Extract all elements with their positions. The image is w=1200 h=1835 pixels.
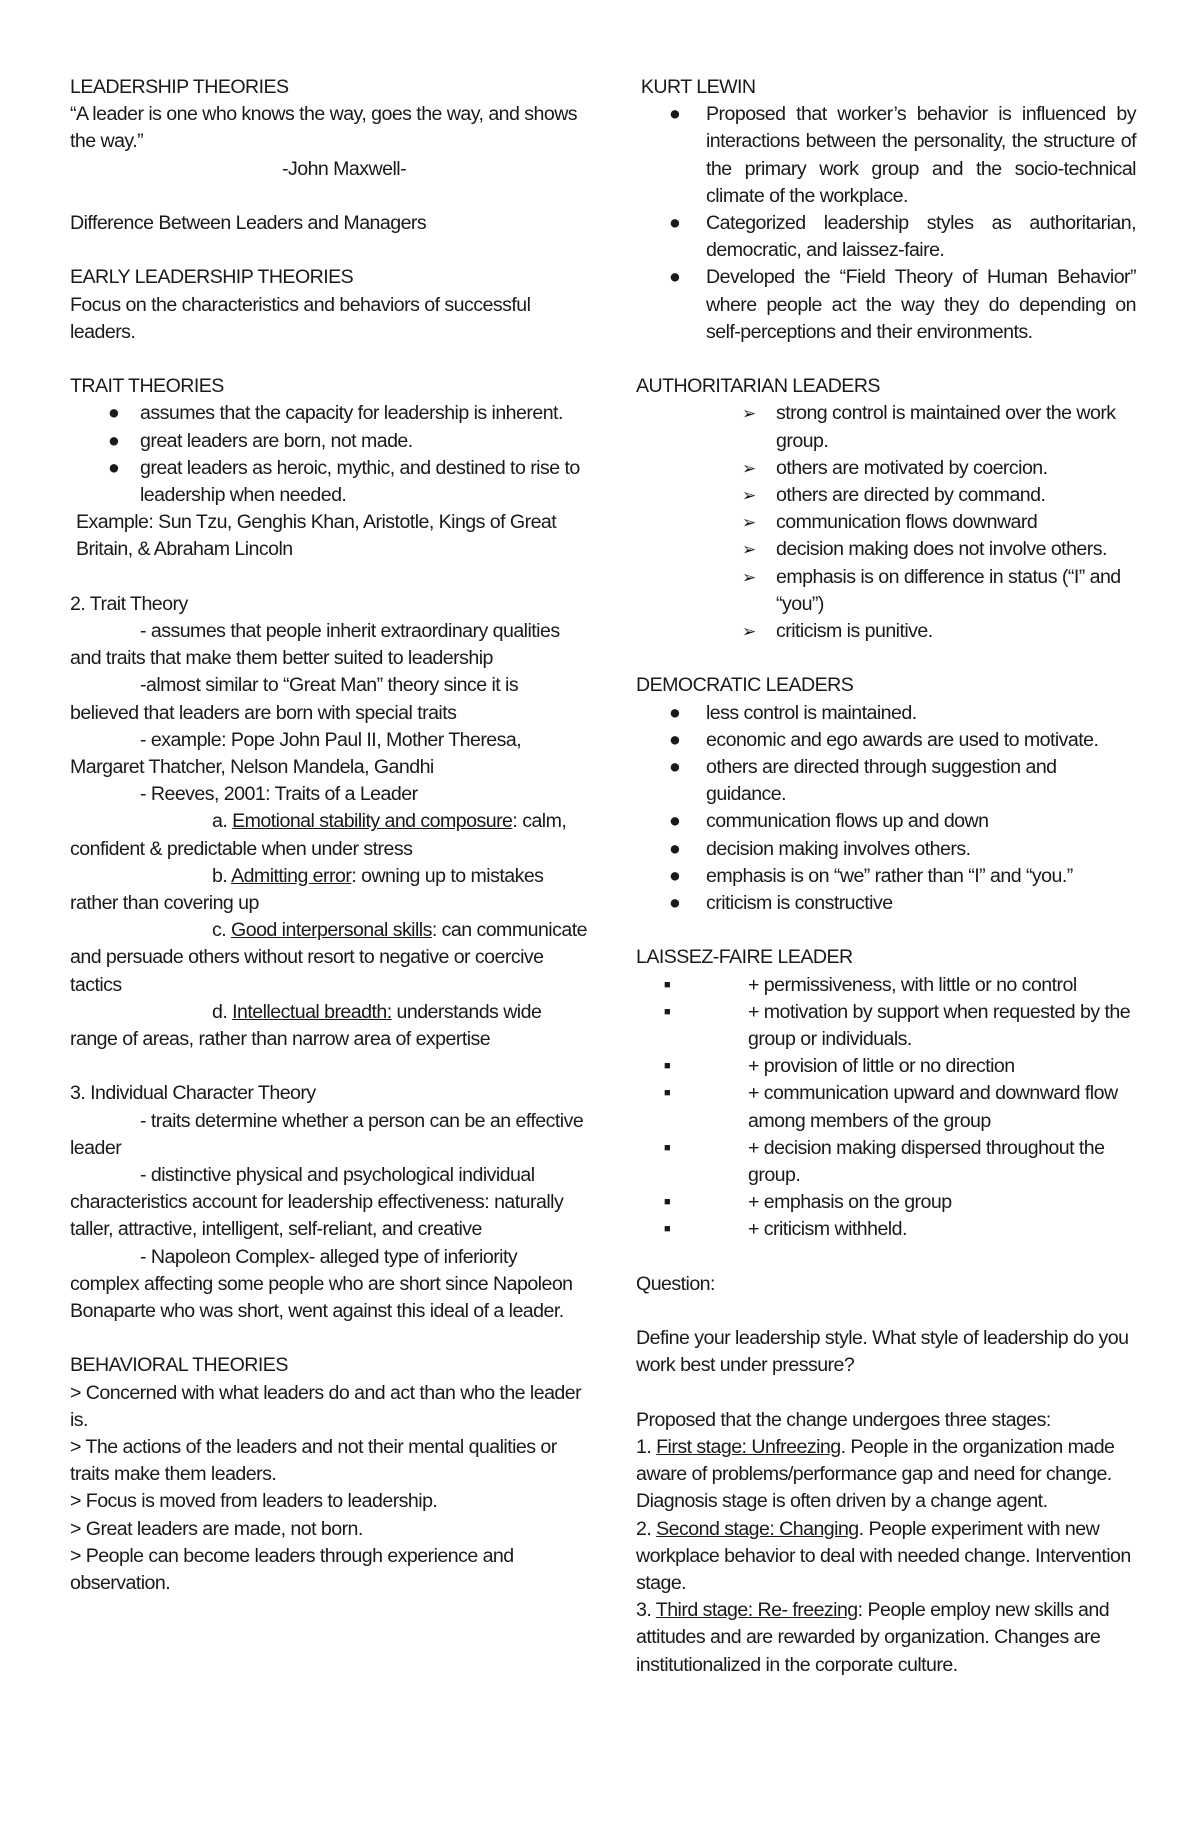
list-item: ■ + provision of little or no direction <box>636 1053 1136 1080</box>
early-theories-text: Focus on the characteristics and behaviors of successful leaders. <box>70 293 531 343</box>
square-bullet-icon: ■ <box>664 978 671 991</box>
bullet-dot-icon: ● <box>108 429 120 452</box>
individual-theory-p2: - distinctive physical and psychological individual characteristics account for leadership effectiveness: naturally taller, attractive, intelligent, self-reliant, and creative <box>70 1164 564 1241</box>
stages-intro: Proposed that the change undergoes three stages: <box>636 1408 1051 1431</box>
list-item: ● others are directed through suggestion and guidance. <box>669 756 1057 806</box>
authoritarian-list <box>636 400 1136 645</box>
individual-theory-heading: 3. Individual Character Theory <box>70 1082 316 1105</box>
behavioral-theories-heading: BEHAVIORAL THEORIES <box>70 1354 288 1377</box>
question-label: Question: <box>636 1272 715 1295</box>
right-column <box>636 74 1136 1679</box>
square-bullet-icon: ■ <box>664 1196 671 1209</box>
trait-theory-p1: - assumes that people inherit extraordinary qualities and traits that make them better suited to leadership <box>70 620 560 670</box>
bullet-dot-icon: ● <box>108 402 120 425</box>
laissez-faire-list <box>636 972 1136 1244</box>
bullet-dot-icon: ● <box>669 756 681 779</box>
square-bullet-icon: ■ <box>664 1087 671 1100</box>
list-item: > People can become leaders through experience and observation. <box>70 1544 514 1595</box>
list-item: ● Proposed that worker’s behavior is influenced by interactions between the personality, the structure of the primary work group and the socio-technical climate of the workplace. <box>669 103 1136 207</box>
bullet-dot-icon: ● <box>669 701 681 724</box>
individual-theory-p1: - traits determine whether a person can be an effective leader <box>70 1109 584 1159</box>
list-item: ● economic and ego awards are used to motivate. <box>636 727 1136 754</box>
trait-bullet-list <box>70 400 590 509</box>
trait-theories-heading: TRAIT THEORIES <box>70 375 224 398</box>
square-bullet-icon: ■ <box>664 1223 671 1236</box>
list-item: ● criticism is constructive <box>636 890 1136 917</box>
bullet-dot-icon: ● <box>669 103 681 126</box>
list-item: ● communication flows up and down <box>636 808 1136 835</box>
bullet-dot-icon: ● <box>669 728 681 751</box>
list-item: ➢ emphasis is on difference in status (“I” and “you”) <box>742 565 1121 615</box>
list-item: ➢ criticism is punitive. <box>636 618 1136 645</box>
early-theories-heading: EARLY LEADERSHIP THEORIES <box>70 266 354 289</box>
arrow-bullet-icon: ➢ <box>742 404 756 424</box>
arrow-bullet-icon: ➢ <box>742 540 756 560</box>
lewin-bullet-list <box>636 101 1136 346</box>
stage-item: 3. Third stage: Re- freezing: People employ new skills and attitudes and are rewarded by organization. Changes are institutionalized in the corporate culture. <box>636 1599 1110 1676</box>
list-item: ■ + motivation by support when requested by the group or individuals. <box>664 1000 1131 1051</box>
list-item: > Concerned with what leaders do and act than who the leader is. <box>70 1381 582 1431</box>
list-item: ➢ communication flows downward <box>636 509 1136 536</box>
list-item: ■ + permissiveness, with little or no control <box>636 972 1136 999</box>
list-item: ● emphasis is on “we” rather than “I” and “you.” <box>636 863 1136 890</box>
individual-theory-p3: - Napoleon Complex- alleged type of inferiority complex affecting some people who are short since Napoleon Bonaparte who was short, went against this ideal of a leader. <box>70 1245 573 1323</box>
list-item: ■ + criticism withheld. <box>636 1216 1136 1243</box>
bullet-dot-icon: ● <box>669 810 681 833</box>
square-bullet-icon: ■ <box>664 1141 671 1154</box>
arrow-bullet-icon: ➢ <box>742 486 756 506</box>
list-item: > Great leaders are made, not born. <box>70 1517 363 1540</box>
arrow-bullet-icon: ➢ <box>742 513 756 533</box>
stage-item: 2. Second stage: Changing. People experiment with new workplace behavior to deal with needed change. Intervention stage. <box>636 1517 1131 1595</box>
democratic-heading: DEMOCRATIC LEADERS <box>636 674 854 697</box>
trait-theory-p4: - Reeves, 2001: Traits of a Leader <box>140 783 418 806</box>
trait-theory-heading: 2. Trait Theory <box>70 592 188 615</box>
left-column <box>70 74 590 1597</box>
trait-item: a. Emotional stability and composure: calm, confident & predictable when under stress <box>70 810 567 860</box>
arrow-bullet-icon: ➢ <box>742 458 756 478</box>
list-item: ➢ others are motivated by coercion. <box>636 455 1136 482</box>
list-item: ● assumes that the capacity for leadership is inherent. <box>70 400 590 427</box>
trait-item: b. Admitting error: owning up to mistakes rather than covering up <box>70 864 544 915</box>
list-item: ➢ decision making does not involve others. <box>636 536 1136 563</box>
list-item: ➢ strong control is maintained over the work group. <box>742 402 1116 452</box>
square-bullet-icon: ■ <box>664 1005 671 1018</box>
trait-theory-p3: - example: Pope John Paul II, Mother Theresa, Margaret Thatcher, Nelson Mandela, Gandhi <box>70 728 522 779</box>
trait-example: Example: Sun Tzu, Genghis Khan, Aristotle, Kings of Great Britain, & Abraham Lincoln <box>76 511 557 561</box>
list-item: ➢ others are directed by command. <box>636 482 1136 509</box>
bullet-dot-icon: ● <box>669 837 681 860</box>
democratic-list <box>636 700 1136 918</box>
trait-item: c. Good interpersonal skills: can communicate and persuade others without resort to negative or coercive tactics <box>70 919 587 996</box>
list-item: ● Categorized leadership styles as authoritarian, democratic, and laissez-faire. <box>669 212 1136 262</box>
stage-item: 1. First stage: Unfreezing. People in the organization made aware of problems/performance gap and need for change. Diagnosis stage is often driven by a change agent. <box>636 1436 1115 1513</box>
quote-author: -John Maxwell- <box>282 157 407 180</box>
list-item: ■ + decision making dispersed throughout the group. <box>664 1136 1105 1187</box>
kurt-lewin-heading: KURT LEWIN <box>636 76 756 98</box>
authoritarian-heading: AUTHORITARIAN LEADERS <box>636 375 880 398</box>
list-item: > The actions of the leaders and not their mental qualities or traits make them leaders. <box>70 1436 557 1486</box>
bullet-dot-icon: ● <box>108 456 120 479</box>
square-bullet-icon: ■ <box>664 1060 671 1073</box>
bullet-dot-icon: ● <box>669 266 681 289</box>
list-item: ■ + communication upward and downward flow among members of the group <box>664 1082 1118 1132</box>
list-item: > Focus is moved from leaders to leadership. <box>70 1490 438 1513</box>
list-item: ● decision making involves others. <box>636 836 1136 863</box>
list-item: ● less control is maintained. <box>636 700 1136 727</box>
quote: “A leader is one who knows the way, goes the way, and shows the way.” <box>70 103 578 153</box>
list-item: ■ + emphasis on the group <box>636 1189 1136 1216</box>
page-title: LEADERSHIP THEORIES <box>70 76 289 98</box>
laissez-faire-heading: LAISSEZ-FAIRE LEADER <box>636 946 853 969</box>
question-text: Define your leadership style. What style of leadership do you work best under pressure? <box>636 1327 1129 1377</box>
trait-item: d. Intellectual breadth: understands wide range of areas, rather than narrow area of expertise <box>70 1000 542 1051</box>
arrow-bullet-icon: ➢ <box>742 567 756 587</box>
bullet-dot-icon: ● <box>669 892 681 915</box>
list-item: ● Developed the “Field Theory of Human Behavior” where people act the way they do depending on self-perceptions and their environments. <box>669 266 1136 343</box>
list-item: ● great leaders are born, not made. <box>70 428 590 455</box>
bullet-dot-icon: ● <box>669 864 681 887</box>
trait-theory-p2: -almost similar to “Great Man” theory since it is believed that leaders are born with special traits <box>70 674 519 724</box>
arrow-bullet-icon: ➢ <box>742 622 756 642</box>
bullet-dot-icon: ● <box>669 212 681 235</box>
difference-heading: Difference Between Leaders and Managers <box>70 212 427 234</box>
list-item: ● great leaders as heroic, mythic, and destined to rise to leadership when needed. <box>108 456 580 506</box>
